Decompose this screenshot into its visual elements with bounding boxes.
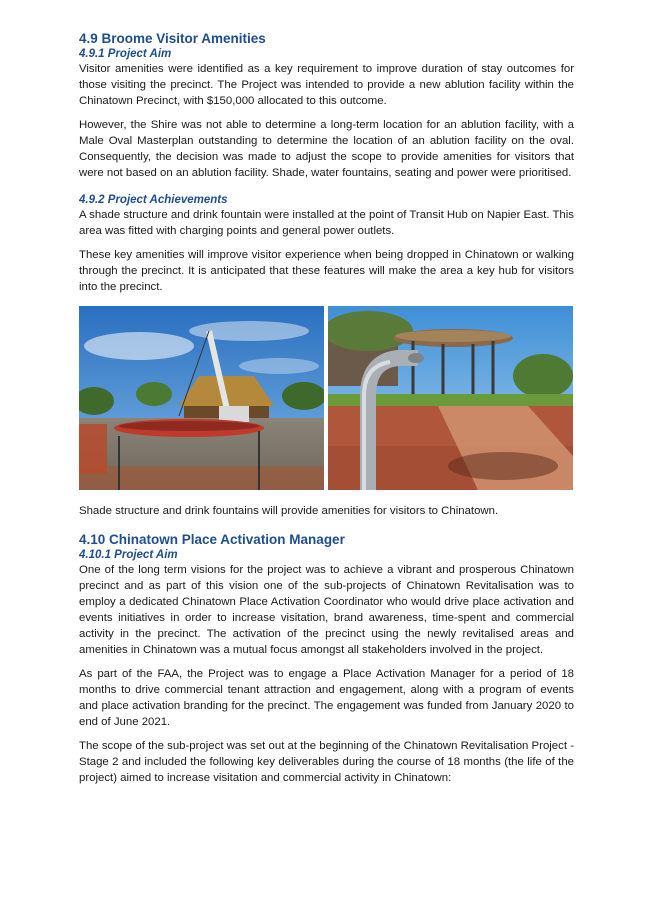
paragraph-410-2: As part of the FAA, the Project was to engage a Place Activation Manager for a period of 18 months to drive commercial tenant attraction and engagement, along with a program of events and place activation branding for the precinct. The engagement was funded from January 2020 to end of June 2021. [79, 668, 574, 728]
paragraph-410-1: One of the long term visions for the project was to achieve a vibrant and prosperous Chinatown precinct and as part of this vision one of the sub-projects of Chinatown Revitalisation was to employ a dedicated Chinatown Place Activation Coordinator who would drive place activation and events initiatives in order to increase visitation, brand awareness, time-spent and commercial activity in the precinct. The activation of the precinct using the newly revitalised areas and amenities in Chinatown was a mutual focus amongst all stakeholders involved in the project. [79, 564, 574, 656]
paragraph-410-3: The scope of the sub-project was set out at the beginning of the Chinatown Revitalisation Project - Stage 2 and included the following key deliverables during the course of 18 months (the life of the project) aimed to increase visitation and commercial activity in Chinatown: [79, 740, 574, 784]
subsection-heading-project-aim: 4.9.1 Project Aim [79, 48, 172, 60]
photo-drink-fountain [328, 306, 573, 490]
photo-row [79, 306, 574, 490]
paragraph-aim-2: However, the Shire was not able to determine a long-term location for an ablution facility, with a Male Oval Masterplan outstanding to determine the location of an ablution facility on the oval. Consequently, the decision was made to adjust the scope to provide amenities for visitors that were not based on an ablution facility. Shade, water fountains, seating and power were prioritised. [79, 119, 574, 179]
subsection-heading-project-aim-410: 4.10.1 Project Aim [79, 549, 178, 561]
page-content [79, 30, 574, 786]
subsection-heading-project-achievements: 4.9.2 Project Achievements [79, 194, 228, 206]
photo-shade-structure-construction [79, 306, 324, 490]
section-heading-place-activation-manager: 4.10 Chinatown Place Activation Manager [79, 532, 345, 547]
section-heading-broome-visitor-amenities: 4.9 Broome Visitor Amenities [79, 31, 266, 46]
paragraph-achievements-1: A shade structure and drink fountain were installed at the point of Transit Hub on Napier East. This area was fitted with charging points and general power outlets. [79, 209, 574, 237]
photo-caption: Shade structure and drink fountains will provide amenities for visitors to Chinatown. [79, 505, 499, 517]
paragraph-achievements-2: These key amenities will improve visitor experience when being dropped in Chinatown or walking through the precinct. It is anticipated that these features will make the area a key hub for visitors into the precinct. [79, 249, 574, 293]
paragraph-aim-1: Visitor amenities were identified as a key requirement to improve duration of stay outcomes for those visiting the precinct. The Project was intended to provide a new ablution facility within the Chinatown Precinct, with $150,000 allocated to this outcome. [79, 63, 574, 107]
